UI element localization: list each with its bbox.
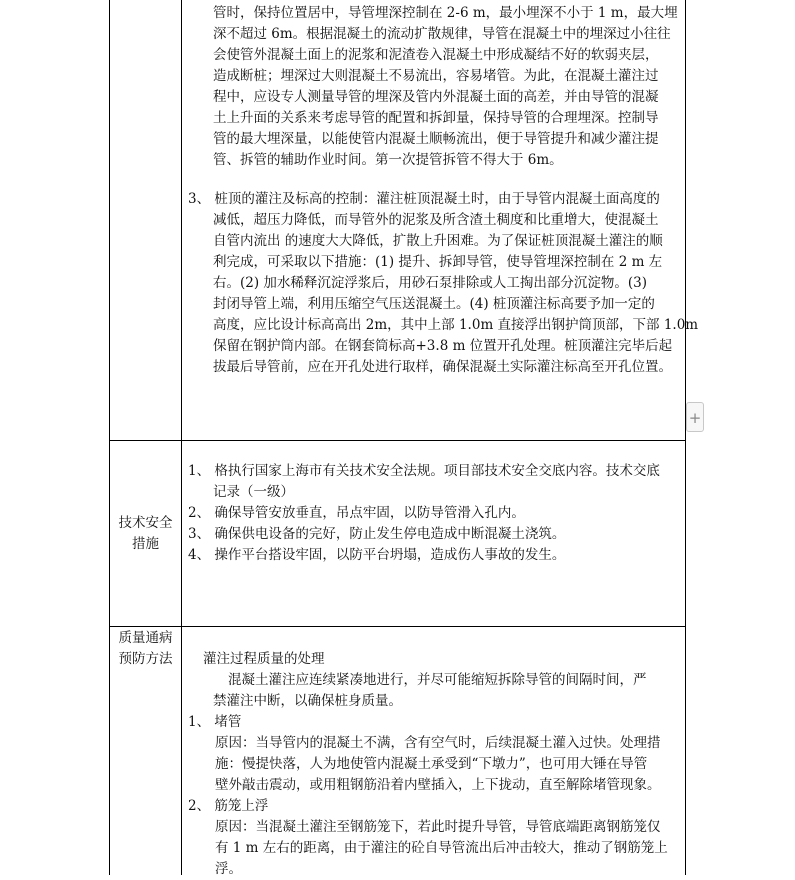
text-line: 禁灌注中断，以确保桩身质量。 — [213, 693, 402, 709]
text-line: 浮。 — [215, 861, 242, 877]
quality-prevention-label — [110, 628, 181, 670]
text-line: 原因：当混凝土灌注至钢筋笼下，若此时提升导管，导管底端距离钢筋笼仅 — [215, 819, 661, 835]
text-line: 右。(2) 加水稀释沉淀浮浆后，用砂石泵排除或人工掏出部分沉淀物。(3) — [213, 275, 648, 291]
list-item: 2、 确保导管安放垂直，吊点牢固，以防导管滑入孔内。 — [188, 505, 525, 521]
list-item: 1、 堵管 — [188, 714, 242, 730]
row-divider-1 — [109, 440, 686, 441]
expand-button[interactable] — [686, 402, 704, 432]
safety-measures-list — [188, 461, 660, 566]
list-item: 4、 操作平台搭设牢固，以防平台坍塌，造成伤人事故的发生。 — [188, 547, 566, 563]
table-border-right — [685, 0, 686, 875]
quality-prevention-content — [188, 649, 668, 880]
text-line: 会使管外混凝土面上的泥浆和泥渣卷入混凝土中形成凝结不好的软弱夹层， — [213, 47, 659, 63]
text-line: 封闭导管上端，利用压缩空气压送混凝土。(4) 桩顶灌注标高要予加一定的 — [213, 296, 655, 312]
text-line: 造成断桩；埋深过大则混凝土不易流出，容易堵管。为此，在混凝土灌注过 — [213, 68, 659, 84]
label-line: 措施 — [132, 536, 159, 552]
list-item-continuation: 记录（一级） — [213, 484, 294, 500]
text-line: 管时，保持位置居中，导管埋深控制在 2-6 m，最小埋深不小于 1 m，最大埋 — [213, 5, 678, 21]
plus-icon: + — [688, 409, 702, 427]
text-line: 原因：当导管内的混凝土不满，含有空气时，后续混凝土灌入过快。处理措 — [215, 735, 661, 751]
text-line: 拔最后导管前，应在开孔处进行取样，确保混凝土实际灌注标高至开孔位置。 — [213, 359, 672, 375]
table-border-divider — [181, 0, 182, 875]
text-line: 土上升面的关系来考虑导管的配置和拆卸量，保持导管的合理埋深。控制导 — [213, 110, 659, 126]
text-line: 3、 桩顶的灌注及标高的控制：灌注桩顶混凝土时，由于导管内混凝土面高度的 — [188, 191, 660, 207]
label-line: 质量通病 — [118, 630, 173, 646]
text-line: 壁外敲击震动，或用粗钢筋沿着内壁插入，上下拢动，直至解除堵管现象。 — [215, 777, 661, 793]
text-line: 管、拆管的辅助作业时间。第一次提管拆管不得大于 6m。 — [213, 152, 563, 168]
label-line: 技术安全 — [118, 515, 173, 531]
text-line: 施：慢提快落，人为地使管内混凝土承受到“下墩力”，也可用大锤在导管 — [215, 756, 648, 772]
text-line: 管的最大埋深量，以能使管内混凝土顺畅流出，便于导管提升和减少灌注提 — [213, 131, 659, 147]
text-line: 程中，应设专人测量导管的埋深及管内外混凝土面的高差，并由导管的混凝 — [213, 89, 659, 105]
label-line: 预防方法 — [118, 651, 173, 667]
pile-top-paragraph — [188, 189, 698, 378]
row-divider-2 — [109, 626, 686, 627]
table-border-left — [109, 0, 110, 875]
pour-control-paragraph — [213, 3, 678, 171]
text-line: 自管内流出 的速度大大降低，扩散上升困难。为了保证桩顶混凝土灌注的顺 — [213, 233, 663, 249]
text-line: 混凝土灌注应连续紧凑地进行，并尽可能缩短拆除导管的间隔时间，严 — [228, 672, 647, 688]
safety-measures-label — [110, 513, 181, 555]
subheading: 灌注过程质量的处理 — [203, 651, 325, 667]
text-line: 高度，应比设计标高高出 2m，其中上部 1.0m 直接浮出钢护筒顶部，下部 1.0m — [213, 317, 699, 333]
list-item: 1、 格执行国家上海市有关技术安全法规。项目部技术安全交底内容。技术交底 — [188, 463, 660, 479]
text-line: 深不超过 6m。根据混凝土的流动扩散规律，导管在混凝土中的埋深过小往往 — [213, 26, 671, 42]
text-line: 保留在钢护筒内部。在钢套筒标高+3.8 m 位置开孔处理。桩顶灌注完毕后起 — [213, 338, 673, 354]
text-line: 利完成，可采取以下措施：(1) 提升、拆卸导管，使导管埋深控制在 2 m 左 — [213, 254, 663, 270]
text-line: 有 1 m 左右的距离，由于灌注的砼自导管流出后冲击较大，推动了钢筋笼上 — [215, 840, 668, 856]
list-item: 3、 确保供电设备的完好，防止发生停电造成中断混凝土浇筑。 — [188, 526, 566, 542]
text-line: 减低，超压力降低，而导管外的泥浆及所含渣土稠度和比重增大，使混凝土 — [213, 212, 659, 228]
list-item: 2、 筋笼上浮 — [188, 798, 269, 814]
